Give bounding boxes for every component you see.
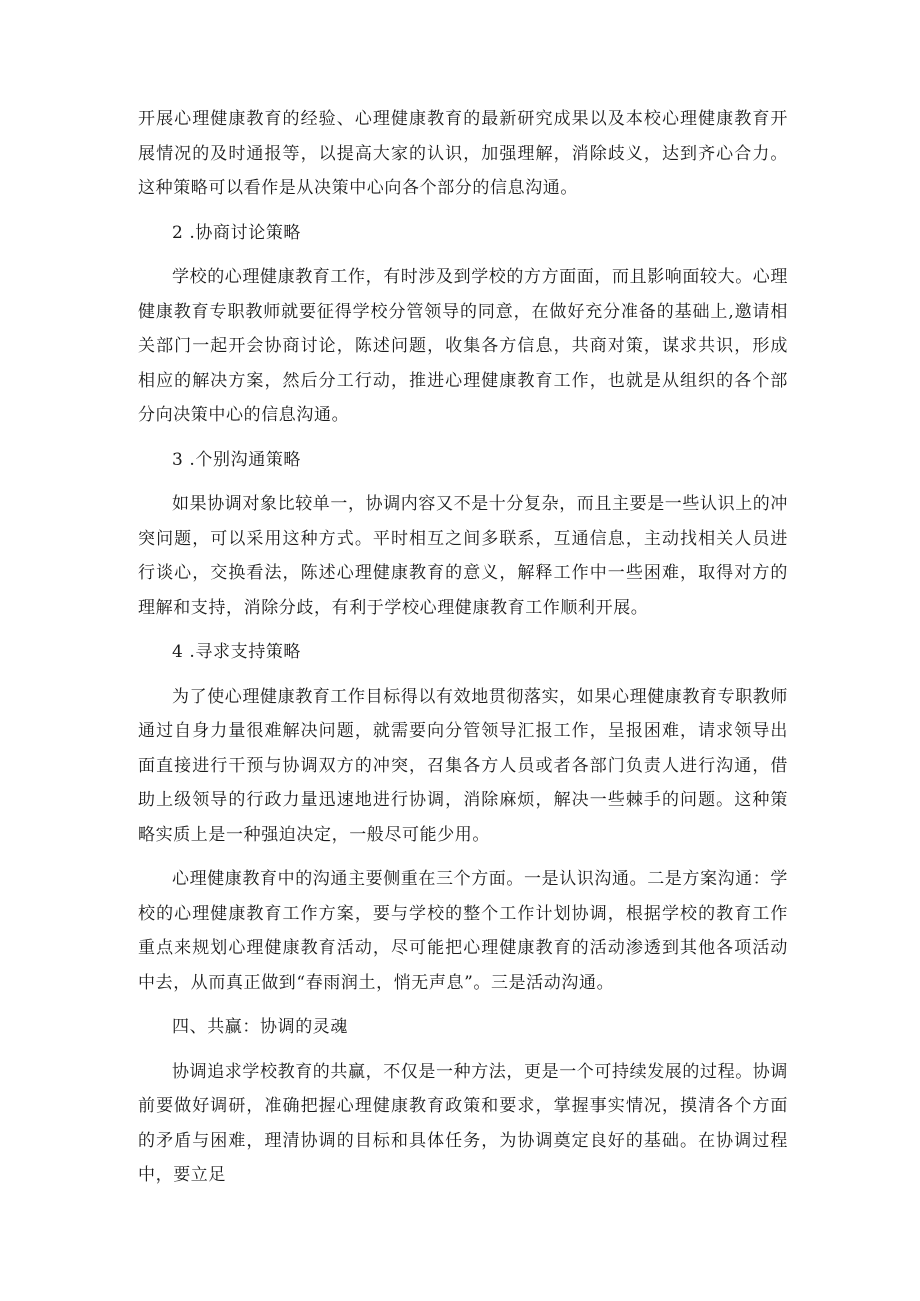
heading-win-win: 四、共赢：协调的灵魂 — [172, 1017, 348, 1037]
paragraph-individual-communication: 如果协调对象比较单一，协调内容又不是十分复杂，而且主要是一些认识上的冲突问题，可以采用这种方式。平时相互之间多联系，互通信息，主动找相关人员进行谈心，交换看法，陈述心理健康教育的意义，解释工作中一些困难，取得对方的理解和支持，消除分歧，有利于学校心理健康教育工作顺利开展。 — [138, 494, 788, 618]
heading-individual-communication: 3 .个别沟通策略 — [172, 449, 302, 470]
heading-negotiation-strategy: 2 .协商讨论策略 — [172, 222, 302, 243]
document-body — [138, 102, 788, 1193]
paragraph-win-win: 协调追求学校教育的共赢，不仅是一种方法，更是一个可持续发展的过程。协调前要做好调研，准确把握心理健康教育政策和要求，掌握事实情况，摸清各个方面的矛盾与困难，理清协调的目标和具体任务，为协调奠定良好的基础。在协调过程中，要立足 — [138, 1061, 788, 1185]
paragraph-seeking-support: 为了使心理健康教育工作目标得以有效地贯彻落实，如果心理健康教育专职教师通过自身力量很难解决问题，就需要向分管领导汇报工作，呈报困难，请求领导出面直接进行干预与协调双方的冲突，召集各方人员或者各部门负责人进行沟通，借助上级领导的行政力量迅速地进行协调，消除麻烦，解决一些棘手的问题。这种策略实质上是一种强迫决定，一般尽可能少用。 — [138, 686, 788, 845]
paragraph-communication-focus: 心理健康教育中的沟通主要侧重在三个方面。一是认识沟通。二是方案沟通：学校的心理健康教育工作方案，要与学校的整个工作计划协调，根据学校的教育工作重点来规划心理健康教育活动，尽可能把心理健康教育的活动渗透到其他各项活动中去，从而真正做到“春雨润土，悄无声息”。三是活动沟通。 — [138, 869, 788, 993]
heading-seeking-support: 4 .寻求支持策略 — [172, 642, 302, 662]
paragraph-continued-strategy: 开展心理健康教育的经验、心理健康教育的最新研究成果以及本校心理健康教育开展情况的及时通报等，以提高大家的认识，加强理解，消除歧义，达到齐心合力。这种策略可以看作是从决策中心向各个部分的信息沟通。 — [138, 109, 788, 198]
paragraph-negotiation: 学校的心理健康教育工作，有时涉及到学校的方方面面，而且影响面较大。心理健康教育专职教师就要征得学校分管领导的同意，在做好充分准备的基础上,邀请相关部门一起开会协商讨论，陈述问题，收集各方信息，共商对策，谋求共识，形成相应的解决方案，然后分工行动，推进心理健康教育工作，也就是从组织的各个部分向决策中心的信息沟通。 — [138, 267, 788, 425]
